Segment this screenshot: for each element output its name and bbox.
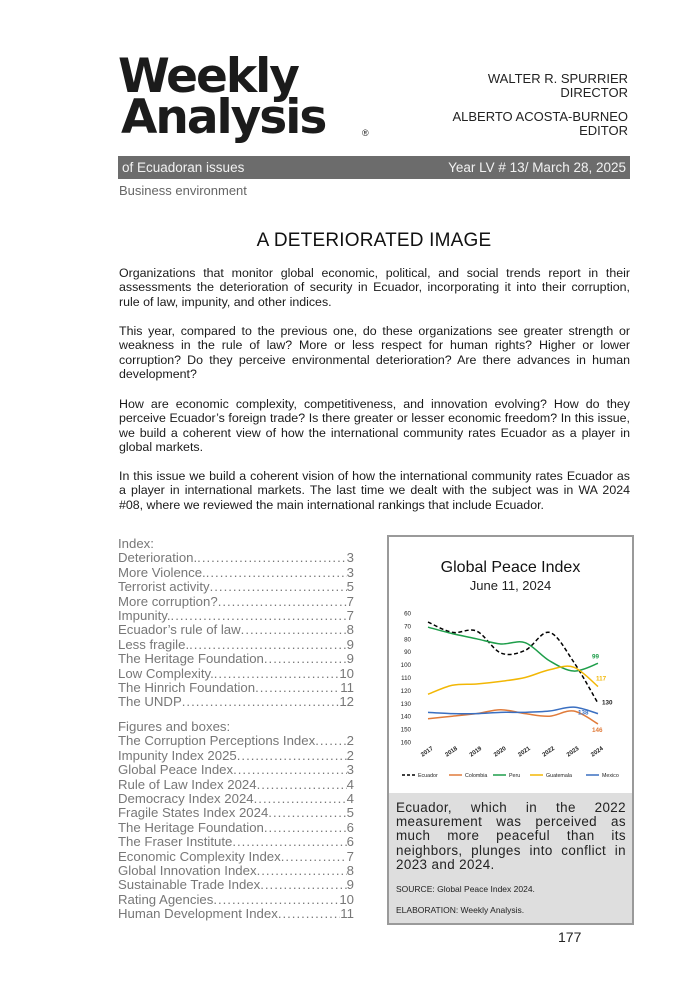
figure-entry-label: Rule of Law Index 2024 [118,777,257,792]
index-entry-label: Ecuador’s rule of law [118,623,241,638]
figure-entry-label: Economic Complexity Index [118,849,281,864]
leader-dots [268,806,346,820]
index-entry [118,595,354,609]
figure-entry [118,835,354,849]
leader-dots [260,878,346,892]
index-entry-page: 3 [346,565,354,580]
logo-line-1: Weekly [118,49,298,104]
index-entry-page: 9 [346,637,354,652]
leader-dots [189,638,347,652]
data-label-guatemala: 117 [596,675,607,683]
figure-entry-page: 6 [346,820,354,835]
index-entry [118,667,354,681]
index-entry [118,681,354,695]
figure-entry-label: Global Innovation Index [118,863,257,878]
legend-label-colombia: Colombia [465,773,488,779]
chart-title: Global Peace Index [440,559,581,576]
banner-issue-date: Year LV # 13/ March 28, 2025 [448,160,626,175]
figure-entry-page: 9 [346,878,354,893]
global-peace-index-chart [389,601,632,789]
banner-tagline: of Ecuadoran issues [122,160,245,175]
index-entry [118,551,354,565]
index-heading: Index: [118,536,154,551]
leader-dots [257,864,347,878]
figure-entry-page: 6 [346,835,354,850]
masthead-staff [452,72,628,138]
figure-entry [118,763,354,777]
leader-dots [254,792,347,806]
figures-heading: Figures and boxes: [118,718,231,734]
series-line-peru [428,627,598,671]
leader-dots [171,609,347,623]
leader-dots [197,551,346,565]
x-tick-label: 2018 [444,745,459,759]
index-entry-label: The Heritage Foundation [118,652,264,667]
weekly-analysis-logo [118,49,378,145]
index-entry [118,580,354,594]
section-label: Business environment [119,183,247,198]
figure-entry-page: 4 [346,791,354,806]
figure-entry [118,850,354,864]
paragraph-3: How are economic complexity, competitiveness, and innovation evolving? How do they perceive Ecuador’s foreign trade? Is there greater or lesser economic freedom? In this issue, we build a coherent view of how the international community rates Ecuador as a player in global markets. [119,397,630,455]
data-label-peru: 99 [592,653,600,661]
paragraph-2: This year, compared to the previous one, do these organizations see greater strength or weakness in the rule of law? More or less respect for human rights? Higher or lower corruption? Do they perceive environmental deterioration? Are there advances in human development? [119,324,630,382]
data-label-mexico: 138 [578,709,589,717]
leader-dots [213,893,339,907]
leader-dots [214,667,340,681]
index-entry [118,695,354,709]
article-title: A DETERIORATED IMAGE [256,230,492,251]
figure-entry [118,806,354,820]
figure-entry-label: Rating Agencies [118,892,214,907]
y-tick-label: 70 [404,623,411,631]
figure-entry [118,792,354,806]
x-tick-label: 2024 [590,745,605,759]
figure-entry-label: Human Development Index [118,907,278,922]
x-tick-label: 2021 [517,745,532,759]
leader-dots [278,907,340,921]
y-tick-label: 80 [404,636,411,644]
figure-entry [118,821,354,835]
index-entry-page: 8 [346,623,354,638]
leader-dots [241,623,347,637]
registered-mark: ® [362,128,369,138]
leader-dots [218,595,347,609]
y-tick-label: 160 [400,739,411,747]
figure-entry-page: 2 [346,748,354,763]
x-tick-label: 2019 [468,745,484,759]
leader-dots [232,835,346,849]
figure-entry-label: Democracy Index 2024 [118,791,254,806]
figure-entry-page: 5 [346,806,354,821]
table-of-contents [118,537,354,922]
x-tick-label: 2020 [493,745,508,759]
figure-entry [118,907,354,921]
figure-entry-page: 3 [346,763,354,778]
figure-entry-page: 4 [346,777,354,792]
figure-entry-label: The Corruption Perceptions Index [118,734,316,749]
y-tick-label: 60 [404,610,411,618]
figure-entry [118,778,354,792]
figure-entry-page: 7 [346,849,354,864]
figure-entry-page: 8 [346,863,354,878]
figure-entry [118,864,354,878]
director-role: DIRECTOR [560,85,628,100]
index-entry-label: Less fragile. [118,637,190,652]
index-entry-label: Deterioration. [118,551,198,566]
figure-entry-label: The Heritage Foundation [118,820,264,835]
index-entry [118,638,354,652]
index-entry-label: The UNDP [118,695,182,710]
chart-elaboration: ELABORATION: Weekly Analysis. [396,905,525,916]
director-name: WALTER R. SPURRIER [487,71,628,86]
y-tick-label: 130 [400,700,411,708]
figure-entry-label: Fragile States Index 2024 [118,806,269,821]
figure-entry [118,878,354,892]
x-tick-label: 2022 [541,745,557,759]
index-entry-label: More Violence. [118,565,206,580]
leader-dots [255,681,340,695]
legend-label-mexico: Mexico [602,773,619,779]
index-entry-page: 7 [346,594,354,609]
index-entry-page: 12 [339,695,354,710]
legend-label-peru: Peru [509,773,521,779]
figure-entry-label: Impunity Index 2025 [118,748,237,763]
chart-note [389,793,632,923]
figure-entry-label: Sustainable Trade Index [118,878,261,893]
y-tick-label: 110 [401,675,411,682]
index-entry-label: Terrorist activity [118,580,210,595]
leader-dots [257,778,347,792]
paragraph-4: In this issue we build a coherent vision of how the international community rates Ecuador as a player in international markets. The last time we dealt with the subject was in WA 2024 #08, where we reviewed the main international rankings that include Ecuador. [119,469,630,512]
x-tick-label: 2023 [565,745,581,759]
leader-dots [182,695,340,709]
logo-line-2: Analysis [121,90,326,145]
figure-entry [118,734,354,748]
index-entry [118,566,354,580]
page-number: 177 [558,929,582,945]
chart-note-text: Ecuador, which in the 2022 measurement was perceived as much more peaceful than its neighbors, plunges into conflict in 2023 and 2024. [396,800,626,872]
figure-entry-page: 10 [339,892,354,907]
index-entry-label: Low Complexity. [118,666,214,681]
leader-dots [206,566,347,580]
leader-dots [233,763,347,777]
figure-entry-page: 2 [346,734,354,749]
index-entry [118,609,354,623]
index-entry-page: 3 [346,551,354,566]
figure-entry-label: The Fraser Institute [118,835,233,850]
editor-name: ALBERTO ACOSTA-BURNEO [452,109,628,124]
y-tick-label: 100 [400,662,411,670]
index-entry-page: 10 [339,666,354,681]
index-entry-page: 5 [346,580,354,595]
leader-dots [264,821,347,835]
index-entry-page: 7 [346,609,354,624]
index-entry-label: Impunity. [118,609,171,624]
leader-dots [281,850,347,864]
leader-dots [237,749,347,763]
figures-list [118,734,354,921]
paragraph-1: Organizations that monitor global economic, political, and social trends report in their assessments the deterioration of security in Ecuador, incorporating it into their corruption, rule of law, impunity, and other indices. [119,266,630,309]
chart-source: SOURCE: Global Peace Index 2024. [396,884,535,895]
index-entry-label: More corruption? [118,594,218,609]
index-entry-page: 9 [346,652,354,667]
legend-label-guatemala: Guatemala [546,773,572,779]
chart-subtitle: June 11, 2024 [469,578,552,593]
legend-label-ecuador: Ecuador [418,773,438,779]
index-list [118,551,354,709]
index-entry-label: The Hinrich Foundation [118,681,256,696]
issue-banner [118,156,630,179]
figure-entry-label: Global Peace Index [118,763,234,778]
leader-dots [210,580,347,594]
data-label-colombia: 146 [592,726,603,734]
x-tick-label: 2017 [420,745,435,759]
global-peace-index-box [387,535,634,925]
leader-dots [315,734,346,748]
figure-entry-page: 11 [340,907,354,922]
leader-dots [264,652,347,666]
index-entry-page: 11 [340,681,354,696]
y-tick-label: 140 [400,713,411,721]
y-tick-label: 120 [400,687,411,695]
data-label-ecuador: 130 [602,699,613,707]
figure-entry [118,749,354,763]
y-tick-label: 150 [400,726,411,734]
index-entry [118,623,354,637]
figure-entry [118,893,354,907]
index-entry [118,652,354,666]
editor-role: EDITOR [579,123,628,138]
y-tick-label: 90 [404,649,411,657]
